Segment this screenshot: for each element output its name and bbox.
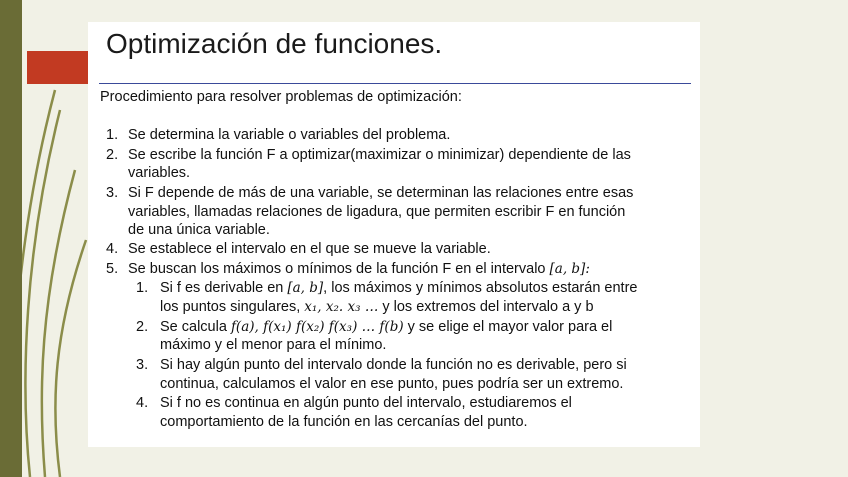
step-number: 2. [106,147,119,163]
step-text: Si F depende de más de una variable, se determinan las relaciones entre esas [128,185,634,201]
text-part: Si f es derivable en [160,280,288,296]
substep-text [160,298,594,316]
substep-text: Si hay algún punto del intervalo donde la función no es derivable, pero si [160,357,627,373]
interval-math: [a, b]: [549,261,590,277]
text-part: Se calcula [160,319,231,335]
substep-text: Si f no es continua en algún punto del intervalo, estudiaremos el [160,395,572,411]
step-text [128,260,590,278]
text-part: y se elige el mayor valor para el [403,319,613,335]
step-text: Se determina la variable o variables del problema. [128,127,451,143]
text-part: los puntos singulares, [160,299,305,315]
step-number: 4. [106,241,119,257]
step-text: variables. [128,165,191,181]
decorative-curve [55,240,86,477]
points-math: x₁, x₂. x₃ … [304,299,379,315]
substep-text: comportamiento de la función en las cercanías del punto. [160,414,528,430]
step-text: Se establece el intervalo en el que se mueve la variable. [128,241,491,257]
substep-text: máximo y el menor para el mínimo. [160,337,387,353]
decorative-leaf [0,0,22,477]
title-divider [99,83,691,84]
slide-title: Optimización de funciones. [106,28,443,59]
substep-number: 1. [136,280,149,296]
substep-text [160,318,612,336]
accent-bar [27,51,88,84]
intro-text: Procedimiento para resolver problemas de optimización: [100,89,462,105]
substep-text: continua, calculamos el valor en ese punto, pues podría ser un extremo. [160,376,624,392]
substep-number: 4. [136,395,149,411]
step-text: Se escribe la función F a optimizar(maximizar o minimizar) dependiente de las [128,147,631,163]
step-text-part: Se buscan los máximos o mínimos de la función F en el intervalo [128,261,550,277]
slide-content [88,22,700,447]
substep-text [160,279,637,297]
text-part: , los máximos y mínimos absolutos estarán entre [323,280,638,296]
step-number: 1. [106,127,119,143]
decorative-curve [42,170,75,477]
text-part: y los extremos del intervalo a y b [378,299,594,315]
interval-math: [a, b] [287,280,324,296]
step-text: de una única variable. [128,222,270,238]
function-values-math: f(a), f(x₁) f(x₂) f(x₃) … f(b) [230,319,404,335]
step-number: 3. [106,185,119,201]
substep-number: 3. [136,357,149,373]
step-number: 5. [106,261,119,277]
substep-number: 2. [136,319,149,335]
step-text: variables, llamadas relaciones de ligadura, que permiten escribir F en función [128,204,626,220]
